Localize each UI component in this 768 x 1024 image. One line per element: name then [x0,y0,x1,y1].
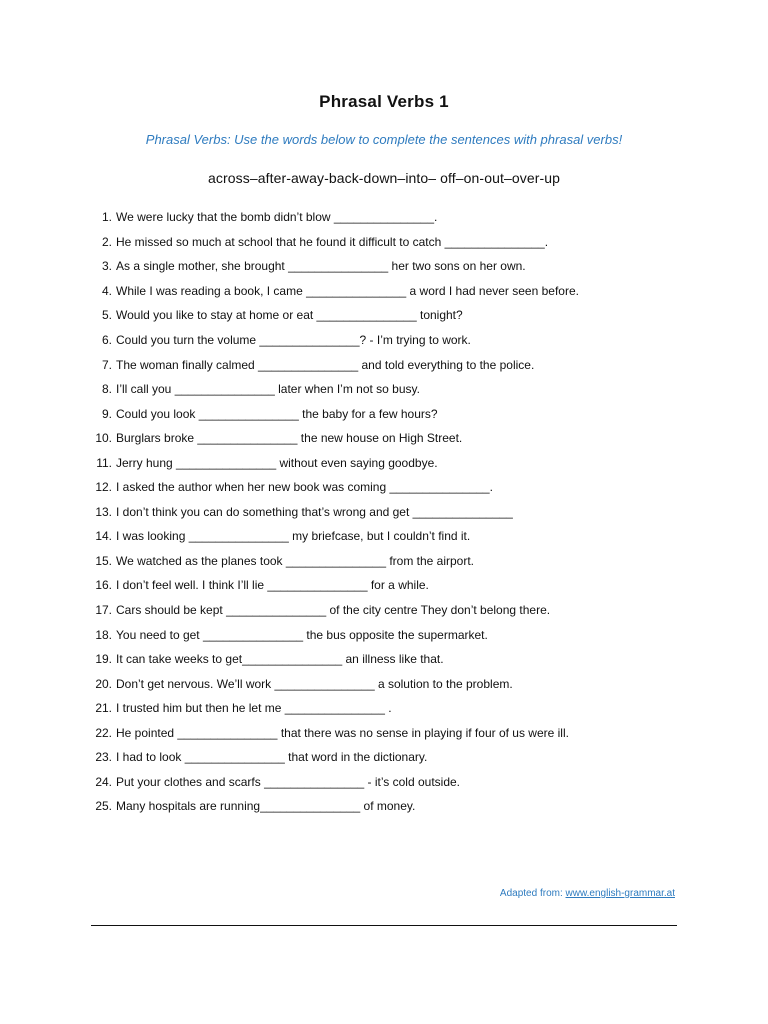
exercise-number: 25. [95,799,112,814]
exercise-item [92,696,692,721]
source-link[interactable]: www.english-grammar.at [565,888,675,899]
exercise-number: 4. [101,283,112,298]
exercise-sentence: Don’t get nervous. We’ll work _______________ a solution to the problem. [116,676,513,691]
exercise-sentence: I had to look _______________ that word in the dictionary. [116,750,428,765]
exercise-sentence: Put your clothes and scarfs _______________ - it’s cold outside. [116,774,461,789]
exercise-sentence: Jerry hung _______________ without even saying goodbye. [116,455,438,470]
exercise-item [92,352,692,377]
exercise-item [92,377,692,402]
exercise-sentence: The woman finally calmed _______________ and told everything to the police. [116,357,535,372]
exercise-item [92,598,692,623]
exercise-sentence: I trusted him but then he let me _______________ . [116,701,392,716]
exercise-list [92,205,692,819]
exercise-number: 2. [101,234,112,249]
exercise-number: 24. [95,774,112,789]
exercise-item [92,328,692,353]
exercise-number: 7. [101,357,112,372]
exercise-item [92,745,692,770]
footer-divider [91,925,677,926]
exercise-sentence: Many hospitals are running_______________ of money. [116,799,416,814]
exercise-number: 20. [95,676,112,691]
exercise-item [92,475,692,500]
exercise-sentence: Burglars broke _______________ the new house on High Street. [116,431,463,446]
exercise-sentence: Could you look _______________ the baby for a few hours? [116,406,438,421]
exercise-number: 21. [95,701,112,716]
credit-prefix: Adapted from: [499,888,566,899]
exercise-number: 8. [101,382,112,397]
exercise-number: 14. [95,529,112,544]
exercise-number: 17. [95,603,112,618]
exercise-item [92,647,692,672]
exercise-number: 23. [95,750,112,765]
exercise-sentence: He missed so much at school that he found it difficult to catch _______________. [116,234,549,249]
exercise-sentence: We watched as the planes took _______________ from the airport. [116,553,475,568]
exercise-number: 19. [95,652,112,667]
exercise-item [92,720,692,745]
exercise-item [92,230,692,255]
exercise-sentence: I’ll call you _______________ later when I’m not so busy. [116,382,420,397]
exercise-number: 18. [95,627,112,642]
exercise-sentence: As a single mother, she brought _______________ her two sons on her own. [116,259,526,274]
exercise-item [92,549,692,574]
exercise-sentence: I don’t think you can do something that’s wrong and get _______________ [116,504,513,519]
exercise-sentence: I don’t feel well. I think I’ll lie _______________ for a while. [116,578,429,593]
exercise-item [92,500,692,525]
exercise-item [92,573,692,598]
exercise-number: 1. [101,210,112,225]
exercise-item [92,770,692,795]
exercise-number: 13. [95,504,112,519]
exercise-number: 15. [95,553,112,568]
exercise-sentence: He pointed _______________ that there was no sense in playing if four of us were ill. [116,725,569,740]
exercise-item [92,671,692,696]
exercise-number: 11. [96,455,112,470]
exercise-item [92,303,692,328]
exercise-item [92,622,692,647]
exercise-sentence: Could you turn the volume _______________? - I’m trying to work. [116,333,471,347]
exercise-number: 10. [95,431,112,446]
exercise-item [92,450,692,475]
word-bank: across–after-away-back-down–into– off–on-out–over-up [207,170,561,186]
exercise-sentence: I asked the author when her new book was coming _______________. [116,480,493,495]
page-title: Phrasal Verbs 1 [319,92,449,111]
exercise-number: 16. [95,578,112,593]
exercise-item [92,279,692,304]
exercise-sentence: You need to get _______________ the bus opposite the supermarket. [116,627,488,642]
source-credit [500,888,675,899]
exercise-sentence: We were lucky that the bomb didn’t blow _______________. [116,210,438,225]
instructions: Phrasal Verbs: Use the words below to complete the sentences with phrasal verbs! [145,132,623,147]
exercise-sentence: It can take weeks to get_______________ an illness like that. [116,652,444,667]
exercise-sentence: While I was reading a book, I came _______________ a word I had never seen before. [116,283,579,298]
exercise-item [92,794,692,819]
exercise-number: 12. [95,480,112,495]
exercise-item [92,205,692,230]
exercise-item [92,401,692,426]
exercise-number: 3. [101,259,112,274]
exercise-number: 22. [95,725,112,740]
exercise-number: 5. [101,308,112,323]
exercise-sentence: Would you like to stay at home or eat _______________ tonight? [116,308,463,323]
exercise-number: 9. [101,406,112,421]
exercise-item [92,524,692,549]
exercise-sentence: I was looking _______________ my briefcase, but I couldn’t find it. [116,529,471,544]
exercise-item [92,426,692,451]
exercise-item [92,254,692,279]
exercise-number: 6. [101,333,112,347]
exercise-sentence: Cars should be kept _______________ of the city centre They don’t belong there. [116,603,551,618]
